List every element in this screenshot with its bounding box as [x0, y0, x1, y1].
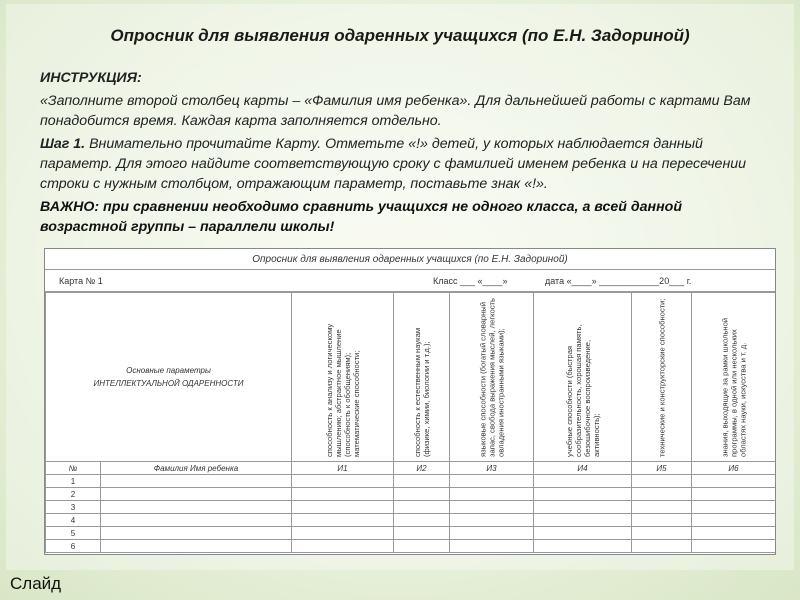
params-label-cell [46, 293, 292, 462]
table-row: 6 [46, 540, 776, 553]
params-label-line1: Основные параметры [126, 366, 211, 375]
slide-title: Опросник для выявления одаренных учащихся (по Е.Н. Задориной) [110, 26, 690, 45]
questionnaire-card-image [44, 248, 776, 555]
index-1: И1 [292, 462, 394, 475]
instructions-paragraph-1: «Заполните второй столбец карты – «Фамилия имя ребенка». Для дальнейшей работы с картами Вам понадобится время. Каждая карта заполняется отдельно. [40, 93, 751, 129]
table-row: 1 [46, 475, 776, 488]
card-meta-row [45, 271, 775, 292]
instructions-heading: ИНСТРУКЦИЯ: [40, 70, 142, 86]
index-5: И5 [632, 462, 692, 475]
card-class-field: Класс ___ «____» [433, 276, 508, 286]
index-header-row [46, 462, 776, 475]
card-title: Опросник для выявления одаренных учащихся (по Е.Н. Задориной) [45, 251, 775, 270]
index-4: И4 [534, 462, 632, 475]
column-header-2: способность к естественным наукам (физике, химии, биологии и т.д.); [394, 293, 450, 462]
table-row: 3 [46, 501, 776, 514]
card-date-field: дата «____» ____________20___ г. [545, 276, 692, 286]
table-header-row [46, 293, 776, 462]
table-row: 4 [46, 514, 776, 527]
step-text: Внимательно прочитайте Карту. Отметьте «!» детей, у которых наблюдается данный параметр. Для этого найдите соответствующую сроку с фамилией именем ребенка и на пересечении строки с нужным столбцом, отражающим параметр, поставьте знак «!». [40, 136, 747, 192]
name-header: Фамилия Имя ребенка [101, 462, 292, 475]
table-row: 5 [46, 527, 776, 540]
important-note: ВАЖНО: при сравнении необходимо сравнить учащихся не одного класса, а всей данной возрастной группы – параллели школы! [40, 199, 683, 235]
column-header-5: технические и конструкторские способности; [632, 293, 692, 462]
num-header: № [46, 462, 101, 475]
instructions-block [40, 68, 770, 240]
column-header-4: учебные способности (быстрая сообразительность, хорошая память, безошибочное воспроизведение, активность); [534, 293, 632, 462]
questionnaire-table [45, 292, 776, 553]
table-row: 2 [46, 488, 776, 501]
card-number: Карта № 1 [59, 276, 103, 286]
slide [6, 4, 794, 570]
column-header-1: способность к анализу и логическому мышлению; абстрактное мышление (способность к обобщениям); математические способности; [292, 293, 394, 462]
column-header-6: знания, выходящие за рамки школьной программы, в одной или нескольких областях науки, искусства и т. д. [692, 293, 776, 462]
slide-footer-label: Слайд [10, 574, 62, 593]
index-6: И6 [692, 462, 776, 475]
step-label: Шаг 1. [40, 136, 86, 152]
instructions-step-1 [40, 134, 770, 194]
index-3: И3 [450, 462, 534, 475]
column-header-3: языковые способности (богатый словарный запас, свобода выражения мыслей, легкость овладения иностранными языками); [450, 293, 534, 462]
params-label-line2: ИНТЕЛЛЕКТУАЛЬНОЙ ОДАРЕННОСТИ [93, 379, 244, 388]
index-2: И2 [394, 462, 450, 475]
